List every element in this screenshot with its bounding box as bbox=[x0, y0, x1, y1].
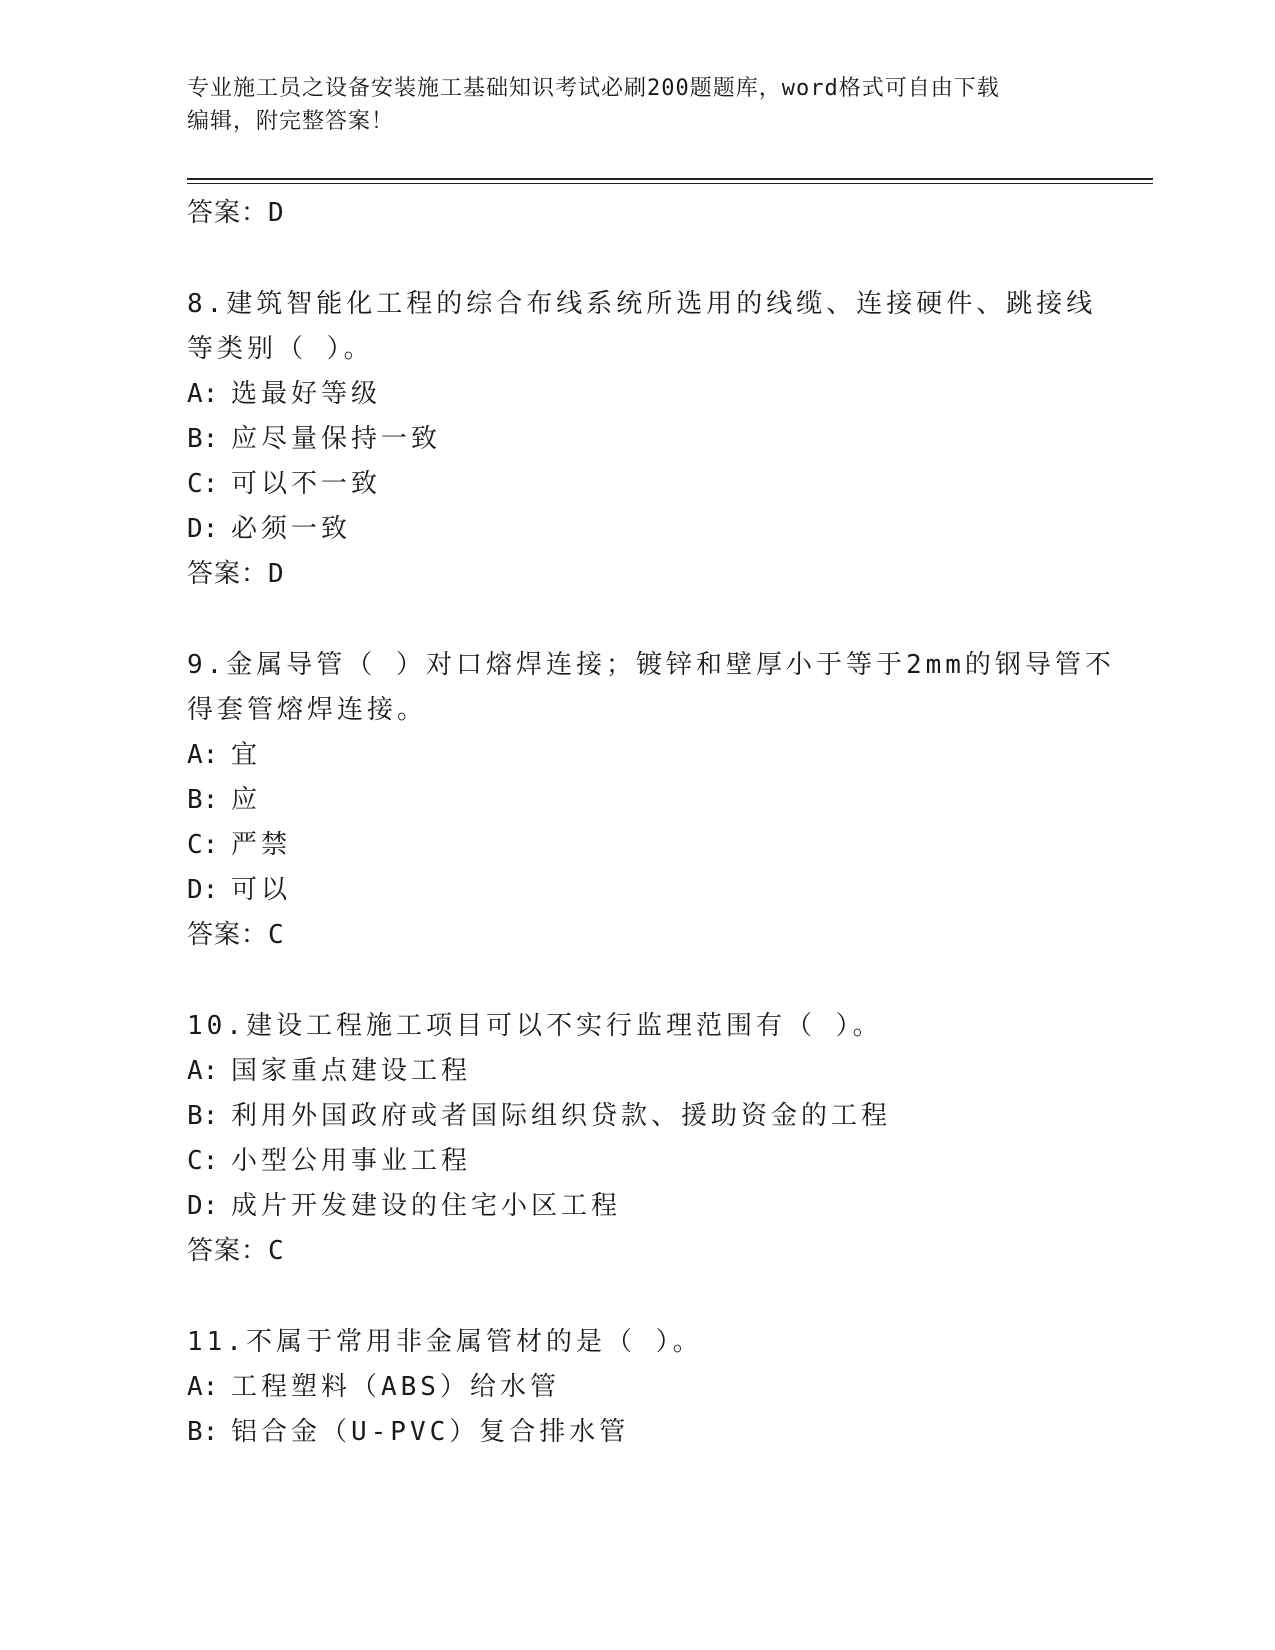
option-d bbox=[187, 507, 1087, 552]
option-text: 应尽量保持一致 bbox=[231, 424, 442, 454]
option-text: 利用外国政府或者国际组织贷款、援助资金的工程 bbox=[231, 1101, 892, 1131]
option-b bbox=[187, 417, 1087, 462]
option-d bbox=[187, 1184, 1087, 1229]
option-letter: D: bbox=[187, 1191, 219, 1221]
option-text: 选最好等级 bbox=[231, 379, 382, 409]
option-text: 宜 bbox=[231, 740, 262, 770]
option-text: 应 bbox=[231, 785, 262, 815]
header-title-line2: 编辑，附完整答案！ bbox=[187, 109, 395, 134]
option-text: 必须一致 bbox=[231, 514, 352, 544]
header-title-line1: 专业施工员之设备安装施工基础知识考试必刷200题题库，word格式可自由下载 bbox=[187, 76, 1000, 101]
question-block-10 bbox=[187, 1004, 1087, 1274]
document-header bbox=[187, 72, 1087, 138]
option-a bbox=[187, 1049, 1087, 1094]
header-rule-thin bbox=[187, 183, 1153, 184]
option-a bbox=[187, 733, 1087, 778]
question-stem-line: 11.不属于常用非金属管材的是（ ）。 bbox=[187, 1327, 703, 1357]
option-b bbox=[187, 1410, 1087, 1455]
option-letter: B: bbox=[187, 1417, 219, 1447]
option-letter: C: bbox=[187, 830, 219, 860]
option-letter: A: bbox=[187, 740, 219, 770]
question-stem-line: 9.金属导管（ ）对口熔焊连接；镀锌和壁厚小于等于2mm的钢导管不 bbox=[187, 650, 1115, 680]
spacer bbox=[187, 597, 1087, 643]
spacer bbox=[187, 1274, 1087, 1320]
option-letter: B: bbox=[187, 785, 219, 815]
option-a bbox=[187, 1365, 1087, 1410]
spacer bbox=[187, 236, 1087, 282]
option-c bbox=[187, 823, 1087, 868]
option-c bbox=[187, 1139, 1087, 1184]
option-letter: D: bbox=[187, 875, 219, 905]
question-stem-line: 10.建设工程施工项目可以不实行监理范围有（ ）。 bbox=[187, 1011, 883, 1041]
option-letter: C: bbox=[187, 1146, 219, 1176]
answer-line: 答案：D bbox=[187, 198, 285, 228]
answer-line: 答案：D bbox=[187, 559, 285, 589]
option-letter: B: bbox=[187, 424, 219, 454]
option-letter: A: bbox=[187, 1372, 219, 1402]
option-letter: B: bbox=[187, 1101, 219, 1131]
spacer bbox=[187, 958, 1087, 1004]
question-stem-line: 得套管熔焊连接。 bbox=[187, 695, 428, 725]
option-text: 可以 bbox=[231, 875, 292, 905]
option-text: 工程塑料（ABS）给水管 bbox=[231, 1372, 560, 1402]
option-letter: C: bbox=[187, 469, 219, 499]
question-stem-line: 等类别（ ）。 bbox=[187, 334, 374, 364]
question-block-9 bbox=[187, 643, 1115, 958]
answer-line: 答案：C bbox=[187, 1236, 285, 1266]
answer-line: 答案：C bbox=[187, 920, 285, 950]
option-text: 小型公用事业工程 bbox=[231, 1146, 472, 1176]
question-block-11 bbox=[187, 1320, 1087, 1455]
option-letter: A: bbox=[187, 1056, 219, 1086]
option-text: 可以不一致 bbox=[231, 469, 382, 499]
option-b bbox=[187, 1094, 1087, 1139]
header-rule-thick bbox=[187, 178, 1153, 180]
question-stem-line: 8.建筑智能化工程的综合布线系统所选用的线缆、连接硬件、跳接线 bbox=[187, 289, 1097, 319]
question-list bbox=[187, 191, 1115, 1455]
option-text: 铝合金（U-PVC）复合排水管 bbox=[231, 1417, 630, 1447]
option-text: 国家重点建设工程 bbox=[231, 1056, 472, 1086]
option-a bbox=[187, 372, 1087, 417]
option-letter: A: bbox=[187, 379, 219, 409]
option-letter: D: bbox=[187, 514, 219, 544]
option-text: 严禁 bbox=[231, 830, 292, 860]
option-c bbox=[187, 462, 1087, 507]
option-text: 成片开发建设的住宅小区工程 bbox=[231, 1191, 622, 1221]
option-b bbox=[187, 778, 1087, 823]
option-d bbox=[187, 868, 1087, 913]
question-block-8 bbox=[187, 282, 1097, 597]
